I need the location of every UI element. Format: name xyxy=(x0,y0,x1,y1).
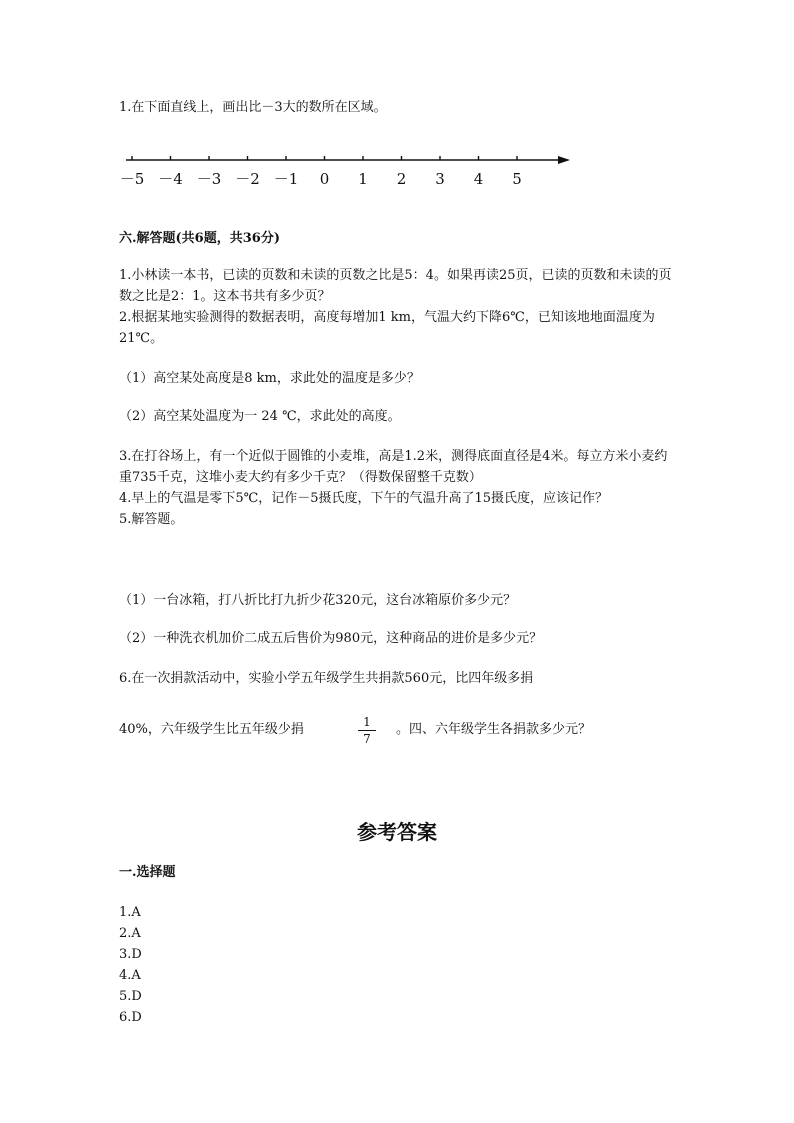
answers-list xyxy=(119,902,679,1028)
s6-question-5-part-1: （1）一台冰箱，打八折比打九折少花320元，这台冰箱原价多少元？ xyxy=(119,593,517,608)
answers-section-1-heading: 一.选择题 xyxy=(119,865,176,880)
section-6-heading: 六.解答题(共6题，共36分) xyxy=(119,231,280,246)
answer-item: 4.A xyxy=(119,968,141,983)
number-line-arrow xyxy=(558,156,570,164)
question-1-text: 1.在下面直线上，画出比－3大的数所在区域。 xyxy=(119,100,387,115)
number-line-label: 1 xyxy=(358,170,368,188)
number-line-label: －2 xyxy=(235,170,260,188)
s6-question-1: 1.小林读一本书，已读的页数和未读的页数之比是5：4。如果再读25页，已读的页数和未读的页数之比是2：1。这本书共有多少页？ xyxy=(119,268,672,304)
s6-question-2-part-1: （1）高空某处高度是8 km，求此处的温度是多少？ xyxy=(119,371,420,386)
s6-question-4: 4.早上的气温是零下5℃，记作－5摄氏度，下午的气温升高了15摄氏度，应该记作？ xyxy=(119,491,609,506)
answer-item: 6.D xyxy=(119,1010,142,1025)
s6-question-3: 3.在打谷场上，有一个近似于圆锥的小麦堆，高是1.2米，测得底面直径是4米。每立方米小麦约重735千克，这堆小麦大约有多少千克？（得数保留整千克数） xyxy=(119,449,668,485)
fraction-bar xyxy=(358,730,376,731)
fraction-denominator: 7 xyxy=(363,732,371,746)
answer-item: 2.A xyxy=(119,926,141,941)
number-line-label: 0 xyxy=(319,170,330,188)
number-line-label: 3 xyxy=(435,170,445,188)
s6-question-6-line-2-end: 。四、六年级学生各捐款多少元？ xyxy=(396,722,592,737)
number-line-label: 5 xyxy=(512,170,522,188)
section-6-block-b xyxy=(119,446,679,530)
s6-question-2-part-2: （2）高空某处温度为一 24 ℃，求此处的高度。 xyxy=(119,409,401,424)
number-line-label: －4 xyxy=(158,170,183,188)
s6-question-6-line-1: 6.在一次捐款活动中，实验小学五年级学生共捐款560元，比四年级多捐 xyxy=(119,671,534,686)
answer-item: 3.D xyxy=(119,947,142,962)
number-line-label: 4 xyxy=(473,170,484,188)
number-line-label: －1 xyxy=(273,170,299,188)
number-line-label: －5 xyxy=(119,170,145,188)
number-line xyxy=(118,143,578,193)
s6-question-2: 2.根据某地实验测得的数据表明，高度每增加1 km，气温大约下降6℃，已知该地地面温度为21℃。 xyxy=(119,310,655,346)
number-line-label: －3 xyxy=(196,170,222,188)
fraction-one-seventh xyxy=(358,715,376,746)
answer-item: 1.A xyxy=(119,905,141,920)
fraction-numerator: 1 xyxy=(363,715,371,729)
section-6-block-a xyxy=(119,265,679,349)
answer-item: 5.D xyxy=(119,989,142,1004)
s6-question-5-part-2: （2）一种洗衣机加价二成五后售价为980元，这种商品的进价是多少元？ xyxy=(119,631,543,646)
s6-question-5: 5.解答题。 xyxy=(119,512,184,527)
number-line-label: 2 xyxy=(396,170,407,188)
answers-title: 参考答案 xyxy=(357,820,437,844)
s6-question-6-line-2: 40%，六年级学生比五年级少捐 xyxy=(119,722,304,737)
